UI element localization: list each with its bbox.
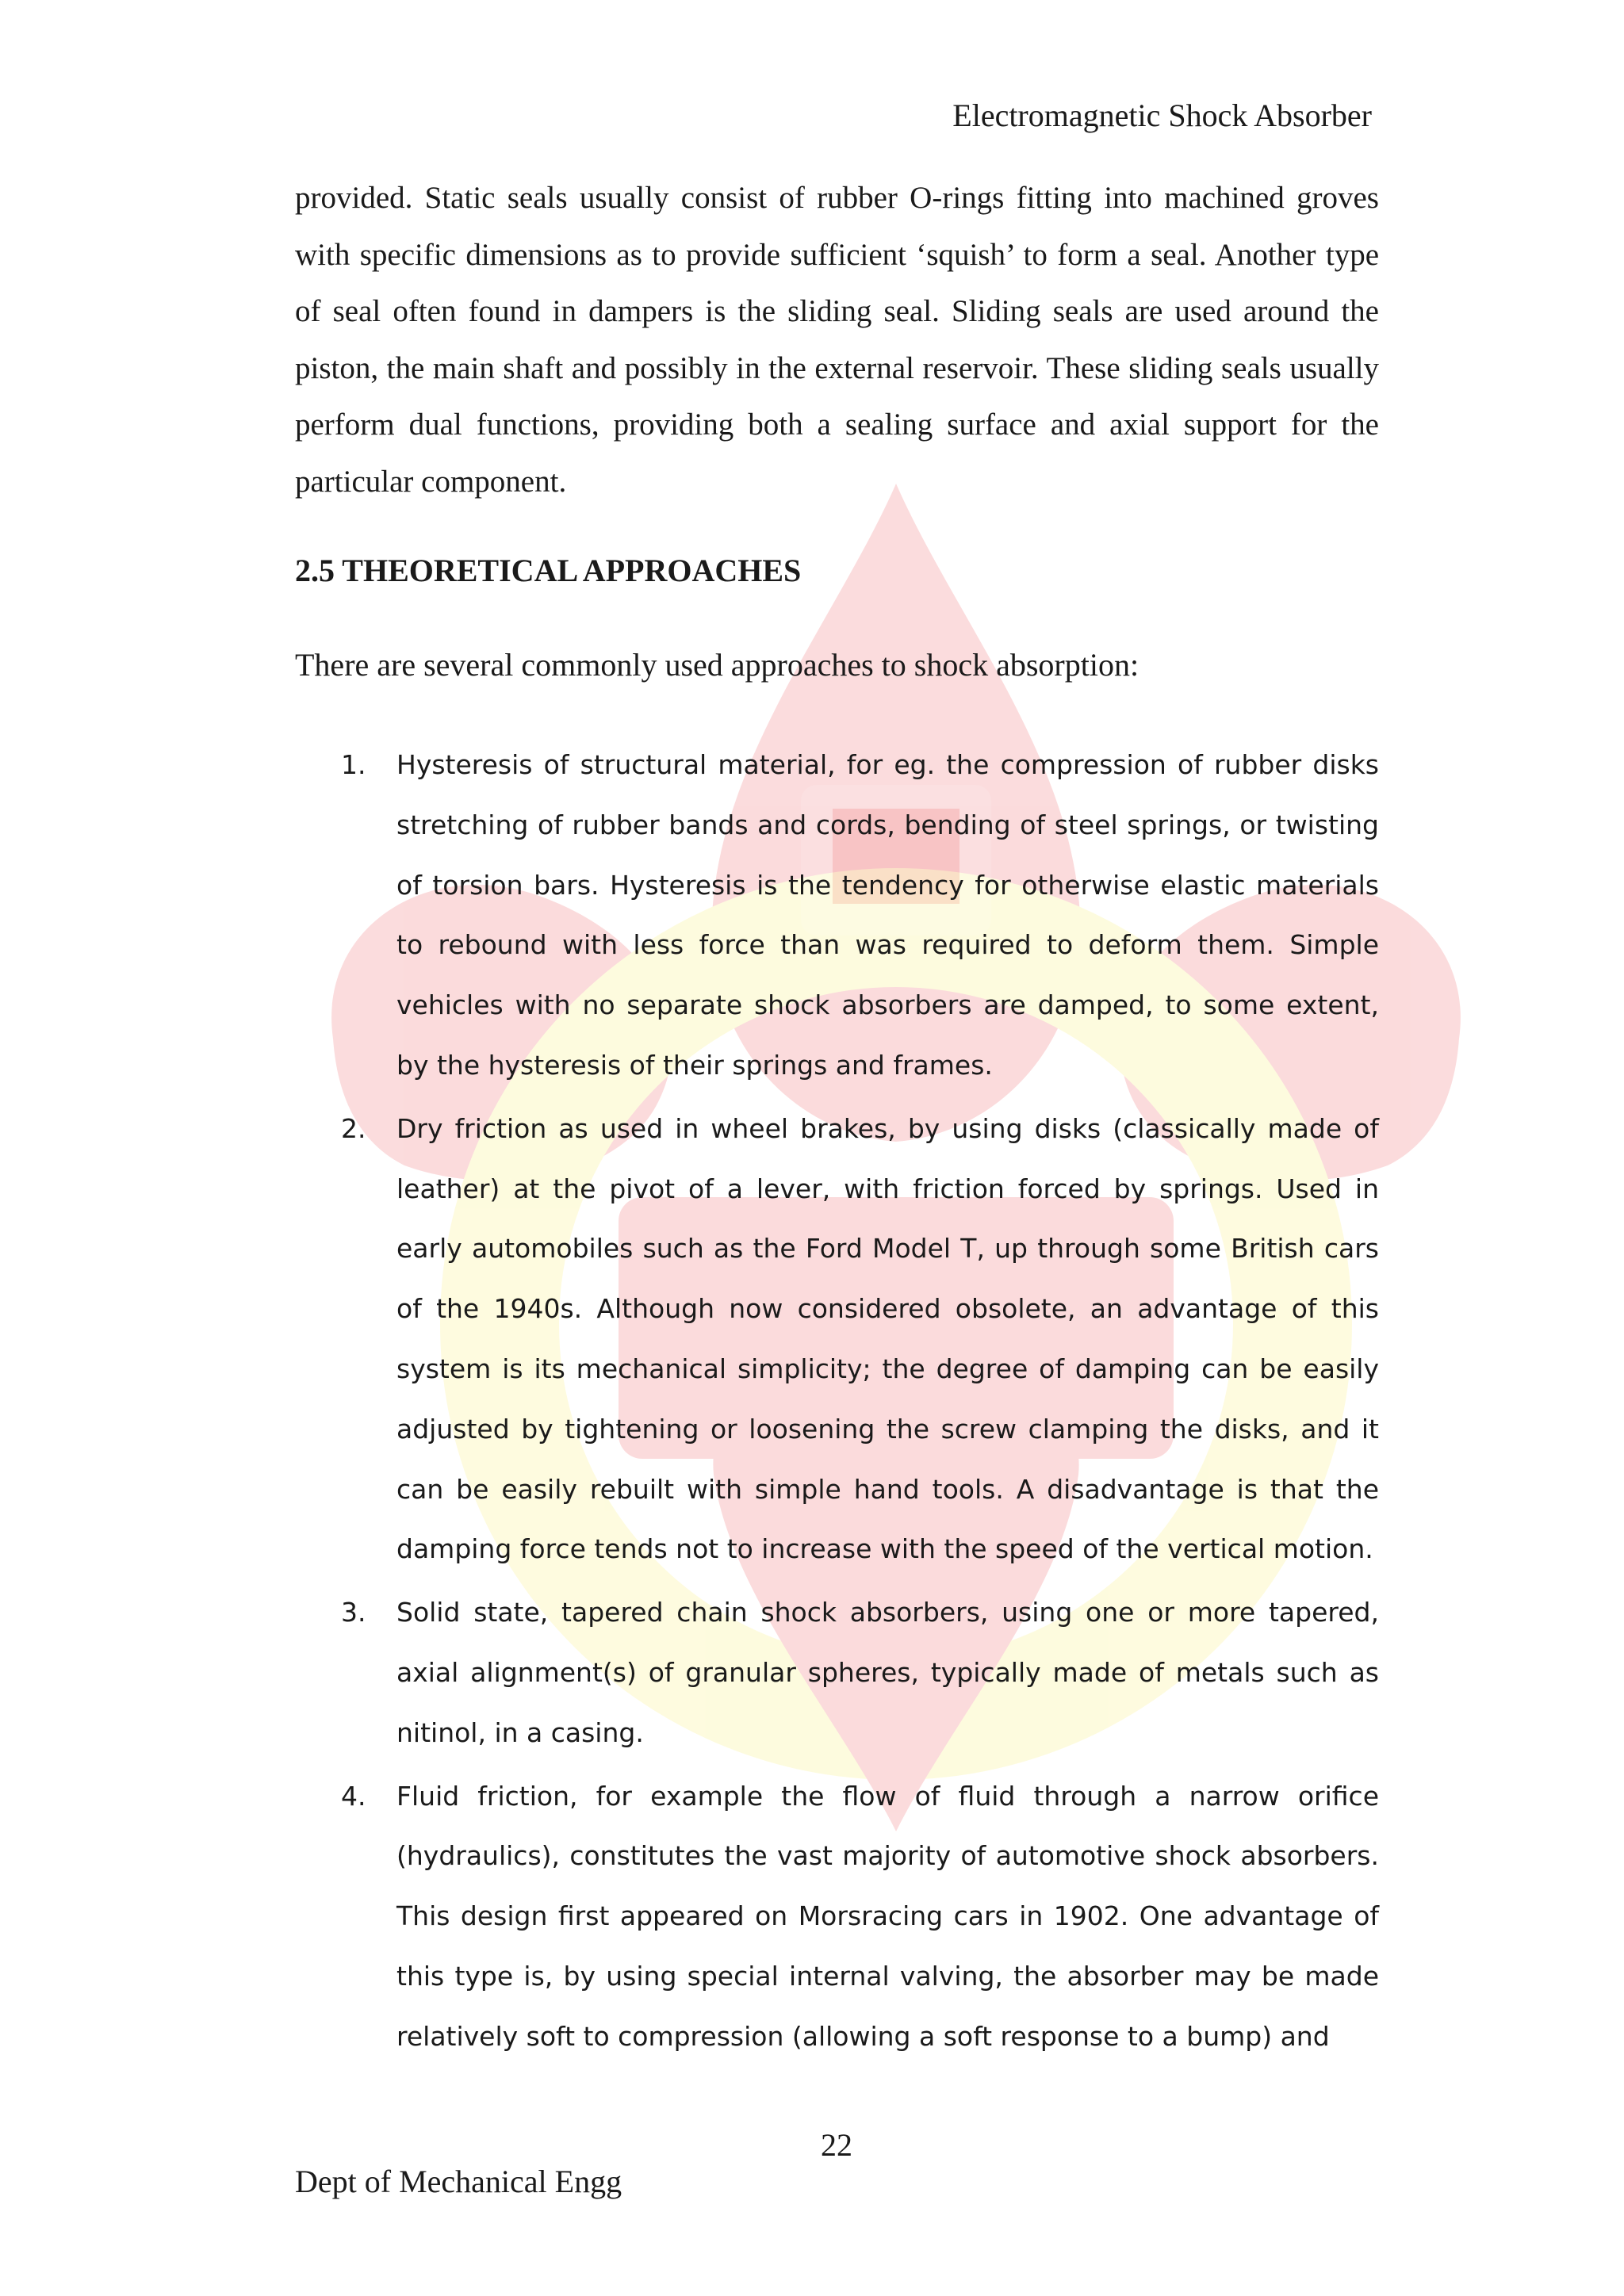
footer-department: Dept of Mechanical Engg [295,2164,622,2199]
list-item-number: 3. [341,1597,366,1628]
intro-paragraph: provided. Static seals usually consist of rubber O-rings fitting into machined groves with specific dimensions as to provide sufficient ‘squish’ to form a seal. Another type of seal often found in dampers is the sliding seal. Sliding seals are used around the piston, the main shaft and possibly in the external reservoir. These sliding seals usually perform dual functions, providing both a sealing surface and axial support for the particular component. [295,181,1379,499]
list-item-text: Dry friction as used in wheel brakes, by using disks (classically made of leather) at the pivot of a lever, with friction forced by springs. Used in early automobiles such as the Ford Model T, up through some British cars of the 1940s. Although now considered obsolete, an advantage of this system is its mechanical simplicity; the degree of damping can be easily adjusted by tightening or loosening the screw clamping the disks, and it can be easily rebuilt with simple hand tools. A disadvantage is that the damping force tends not to increase with the speed of the vertical motion. [396,1112,1379,1565]
list-item-number: 4. [341,1780,366,1812]
list-item [341,1582,1379,1762]
section-heading: 2.5 THEORETICAL APPROACHES [295,553,802,588]
list-item-text: Hysteresis of structural material, for eg. the compression of rubber disks stretching of rubber bands and cords, bending of steel springs, or twisting of torsion bars. Hysteresis is the tendency for otherwise elastic materials to rebound with less force than was required to deform them. Simple vehicles with no separate shock absorbers are damped, to some extent, by the hysteresis of their springs and frames. [396,749,1379,1081]
approaches-list [341,735,1379,2070]
list-item-number: 1. [341,749,366,780]
list-item [341,1099,1379,1579]
running-header-title: Electromagnetic Shock Absorber [952,98,1372,133]
list-item-number: 2. [341,1112,366,1144]
list-item [341,735,1379,1096]
list-item [341,1766,1379,2067]
lead-sentence: There are several commonly used approaches to shock absorption: [295,647,1139,683]
list-item-text: Fluid friction, for example the flow of fluid through a narrow orifice (hydraulics), constitutes the vast majority of automotive shock absorbers. This design first appeared on Morsracing cars in 1902. One advantage of this type is, by using special internal valving, the absorber may be made relatively soft to compression (allowing a soft response to a bump) and [396,1780,1379,2052]
list-item-text: Solid state, tapered chain shock absorbers, using one or more tapered, axial alignment(s) of granular spheres, typically made of metals such as nitinol, in a casing. [396,1597,1379,1748]
page-number: 22 [821,2127,852,2163]
